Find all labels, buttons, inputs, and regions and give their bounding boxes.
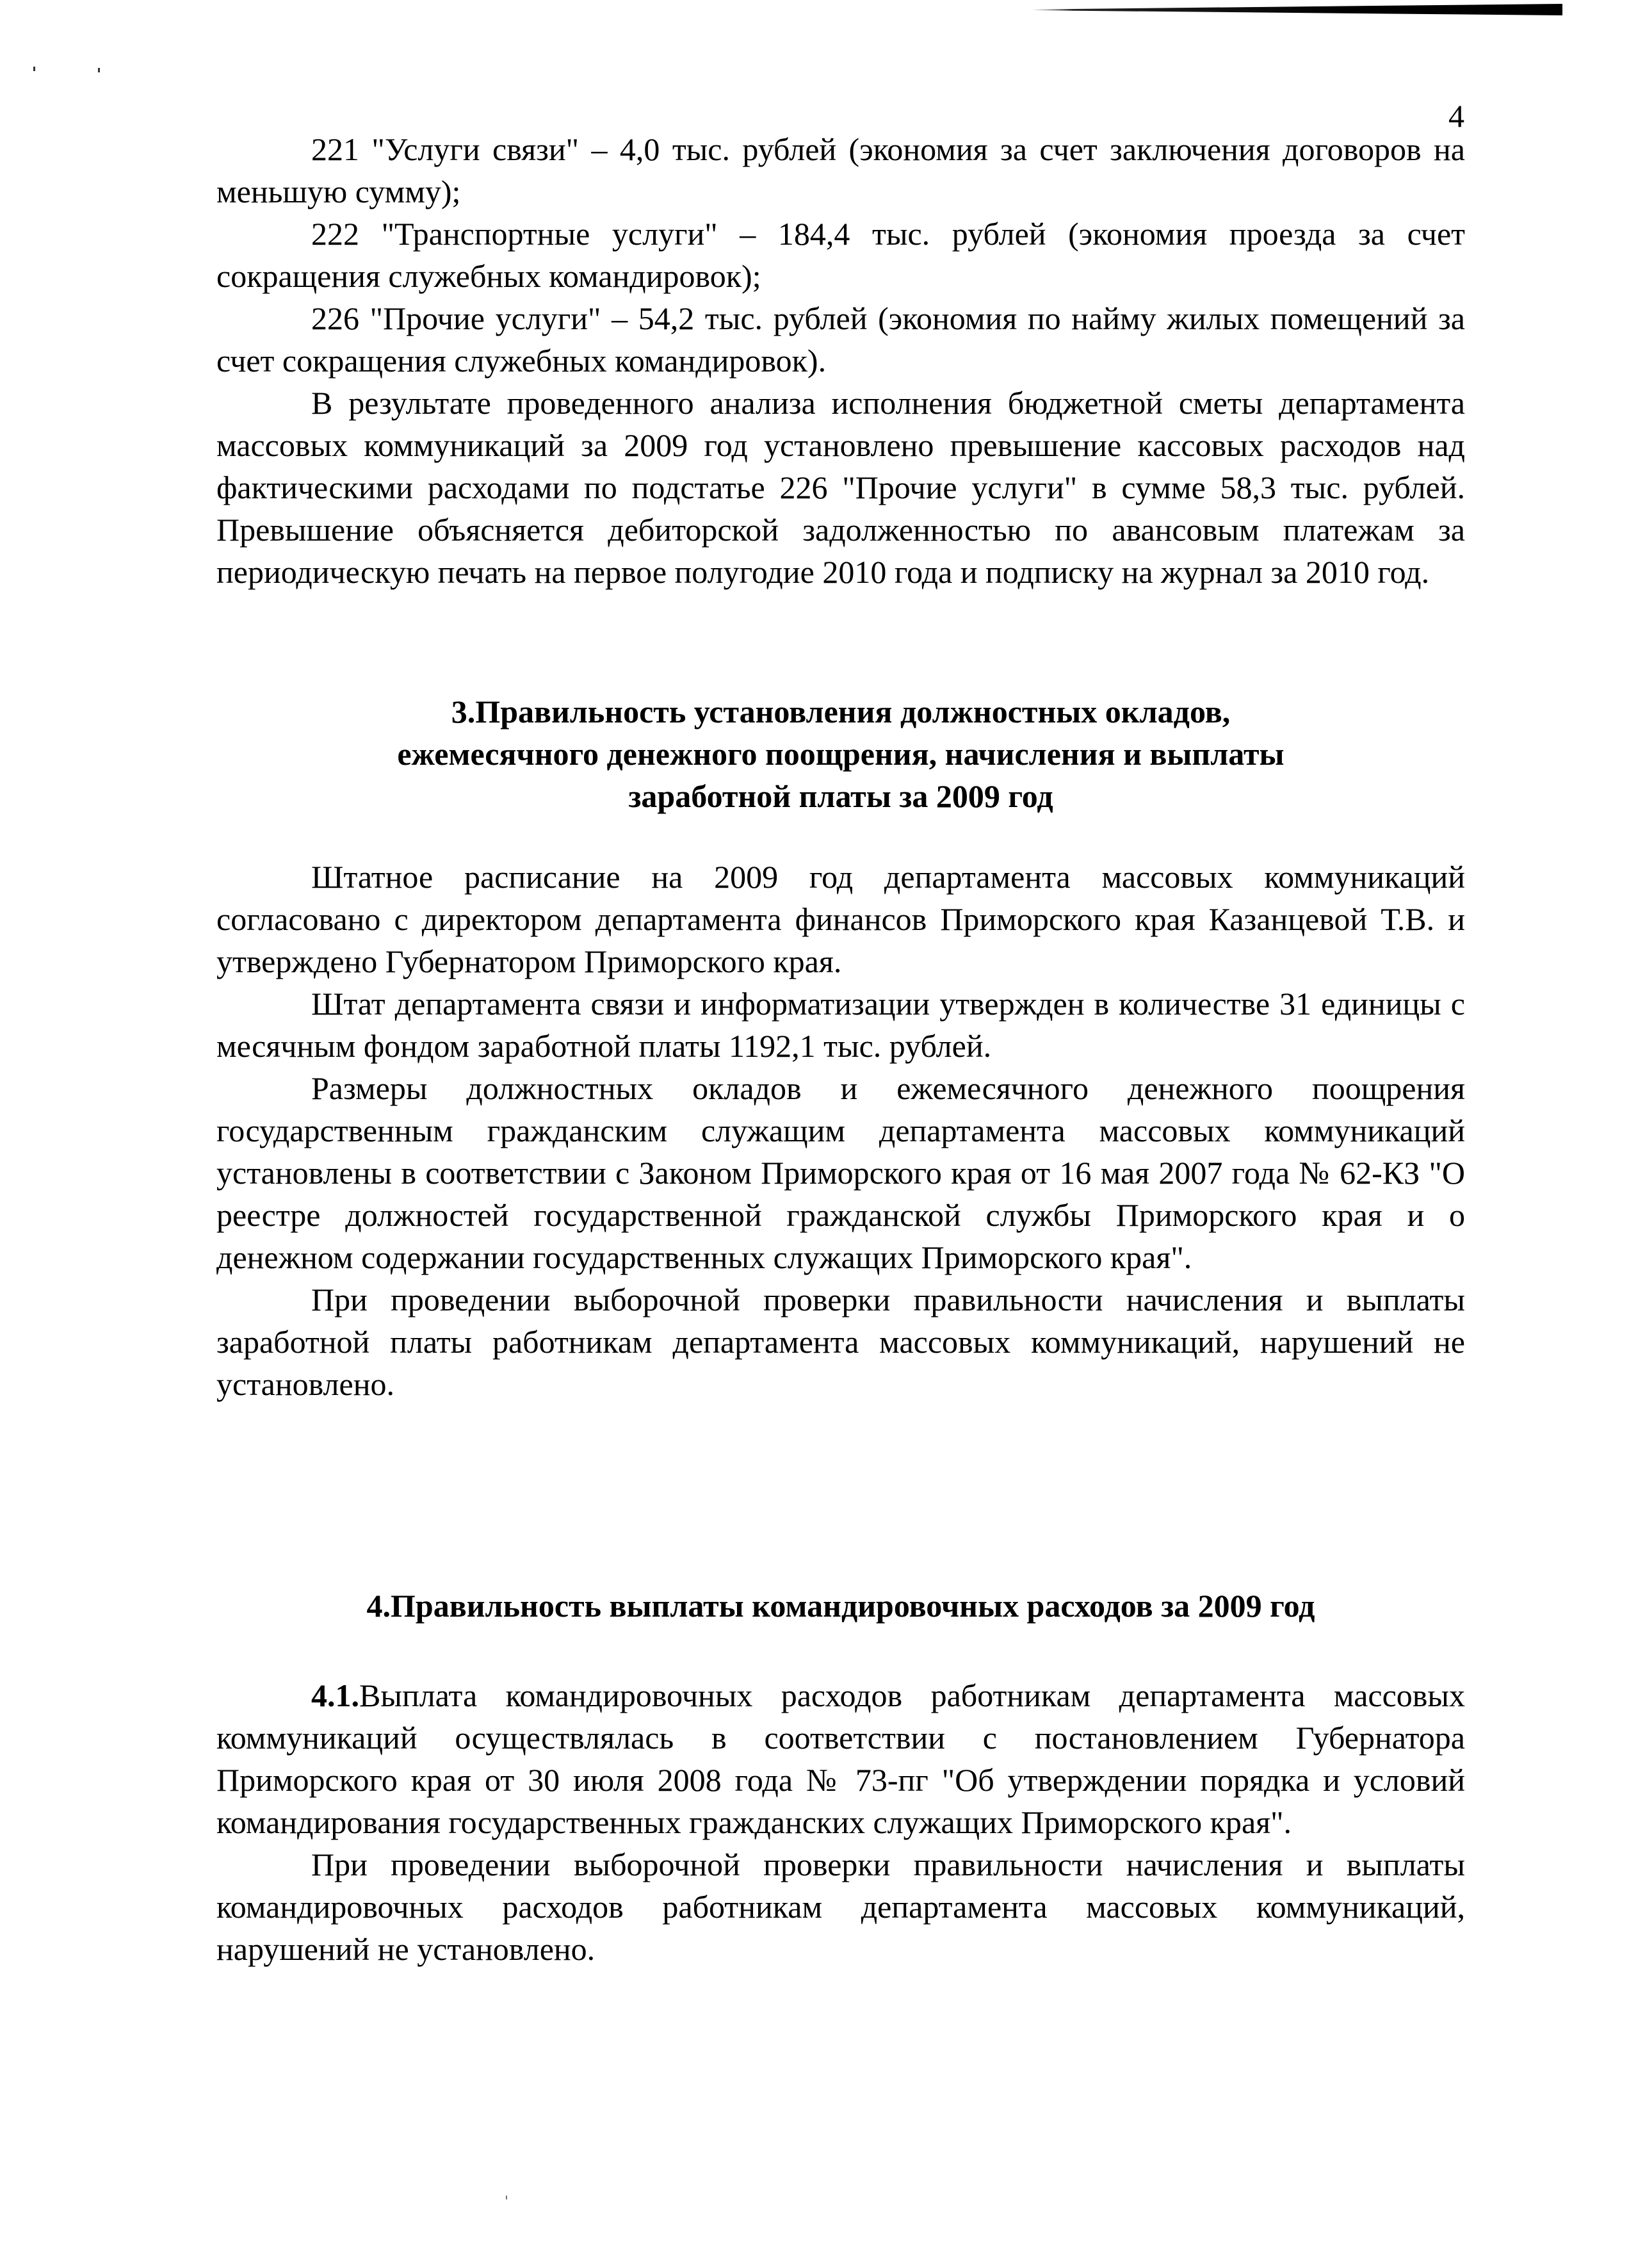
section-3-heading-line: заработной платы за 2009 год	[628, 778, 1053, 814]
section-3-heading-line: 3.Правильность установления должностных окладов,	[451, 694, 1231, 730]
section-3-body	[216, 856, 1465, 1405]
paragraph-staff-count: Штат департамента связи и информатизации утвержден в количестве 31 единицы с месячным фондом заработной платы 1192,1 тыс. рублей.	[216, 986, 1465, 1064]
paragraph-travel-check: При проведении выборочной проверки правильности начисления и выплаты командировочных расходов работникам департамента массовых коммуникаций, нарушений не установлено.	[216, 1847, 1465, 1967]
paragraph-staff-schedule: Штатное расписание на 2009 год департамента массовых коммуникаций согласовано с директором департамента финансов Приморского края Казанцевой Т.В. и утверждено Губернатором Приморского края.	[216, 859, 1465, 979]
section-4-body	[216, 1674, 1465, 1970]
paragraph-travel-basis-text: Выплата командировочных расходов работникам департамента массовых коммуникаций осуществлялась в соответствии с постановлением Губернатора Приморского края от 30 июля 2008 года № 73-пг "Об утверждении порядка и условий командирования государственных гражданских служащих Приморского края".	[216, 1677, 1465, 1840]
paragraph-travel-basis	[216, 1674, 1465, 1843]
scan-speck	[506, 2196, 507, 2199]
scan-speck	[98, 68, 100, 72]
scan-speck	[33, 67, 35, 71]
page-number: 4	[1448, 98, 1464, 134]
paragraph-analysis-result: В результате проведенного анализа исполнения бюджетной сметы департамента массовых коммуникаций за 2009 год установлено превышение кассовых расходов над фактическими расходами по подстатье 226 "Прочие услуги" в сумме 58,3 тыс. рублей. Превышение объясняется дебиторской задолженностью по авансовым платежам за периодическую печать на первое полугодие 2010 года и подписку на журнал за 2010 год.	[216, 385, 1465, 590]
paragraph-salary-law: Размеры должностных окладов и ежемесячного денежного поощрения государственным гражданским служащим департамента массовых коммуникаций установлены в соответствии с Законом Приморского края от 16 мая 2007 года № 62-КЗ "О реестре должностей государственной гражданской службы Приморского края и о денежном содержании государственных служащих Приморского края".	[216, 1070, 1465, 1275]
scan-artifact-streak	[1031, 4, 1562, 15]
subsection-number: 4.1.	[311, 1677, 359, 1713]
section-3-heading	[216, 690, 1465, 817]
section-2-tail	[216, 128, 1465, 593]
paragraph-222: 222 "Транспортные услуги" – 184,4 тыс. рублей (экономия проезда за счет сокращения служебных командировок);	[216, 216, 1465, 294]
paragraph-salary-check: При проведении выборочной проверки правильности начисления и выплаты заработной платы работникам департамента массовых коммуникаций, нарушений не установлено.	[216, 1282, 1465, 1402]
section-3-heading-line: ежемесячного денежного поощрения, начисления и выплаты	[397, 736, 1285, 772]
paragraph-226: 226 "Прочие услуги" – 54,2 тыс. рублей (экономия по найму жилых помещений за счет сокращения служебных командировок).	[216, 300, 1465, 379]
section-4-heading: 4.Правильность выплаты командировочных расходов за 2009 год	[366, 1588, 1315, 1624]
paragraph-221: 221 "Услуги связи" – 4,0 тыс. рублей (экономия за счет заключения договоров на меньшую сумму);	[216, 131, 1465, 209]
